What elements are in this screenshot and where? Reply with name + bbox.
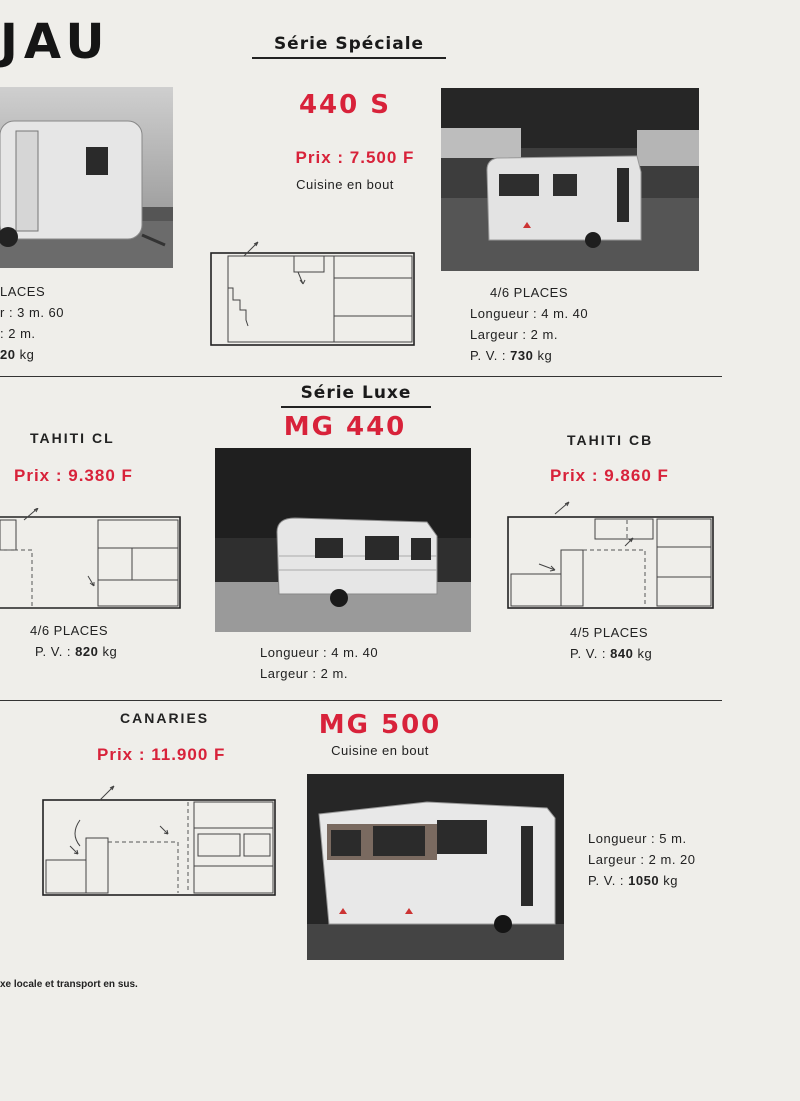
tahiti-cb-specs: 4/5 PLACES P. V. : 840 kg (570, 625, 653, 661)
brand-title: JAU (0, 14, 111, 70)
canaries-price: Prix : 11.900 F (97, 745, 226, 764)
canaries-title: CANARIES (120, 710, 210, 726)
tahiti-cl-title: TAHITI CL (30, 430, 115, 446)
section-divider-1 (0, 376, 722, 377)
footnote: xe locale et transport en sus. (0, 979, 138, 990)
section-divider-2 (0, 700, 722, 701)
series-luxe-heading: Série Luxe (281, 383, 431, 408)
photo-mg440 (215, 448, 471, 632)
tahiti-cl-specs: 4/6 PLACES P. V. : 820 kg (30, 623, 118, 659)
model-mg500-note: Cuisine en bout (331, 743, 429, 758)
model-440s-specs: 4/6 PLACES Longueur : 4 m. 40 Largeur : 2 m. P. V. : 730 kg (470, 285, 589, 363)
model-mg500-specs: Longueur : 5 m. Largeur : 2 m. 20 P. V. : 1050 kg (588, 831, 696, 888)
photo-mg500 (307, 774, 564, 960)
model-mg440-title: MG 440 (283, 412, 407, 442)
model-440s-note: Cuisine en bout (296, 177, 394, 192)
model-440s-title: 440 S (298, 90, 392, 120)
photo-partial-caravan-top (0, 87, 173, 268)
partial-specs-top: LACES r : 3 m. 60 : 2 m. 20 kg (0, 284, 65, 362)
tahiti-cb-price: Prix : 9.860 F (550, 466, 669, 485)
tahiti-cl-price: Prix : 9.380 F (14, 466, 133, 485)
floorplan-tahiti-cb (505, 500, 717, 612)
floorplan-canaries (40, 780, 280, 900)
model-440s-price: Prix : 7.500 F (295, 148, 415, 167)
photo-440s (441, 88, 699, 271)
model-mg500-title: MG 500 (318, 710, 442, 740)
floorplan-tahiti-cl (0, 508, 185, 613)
floorplan-440s (208, 228, 418, 348)
tahiti-cb-title: TAHITI CB (567, 432, 654, 448)
model-mg440-specs: Longueur : 4 m. 40 Largeur : 2 m. (260, 645, 379, 681)
series-speciale-heading: Série Spéciale (252, 34, 446, 59)
